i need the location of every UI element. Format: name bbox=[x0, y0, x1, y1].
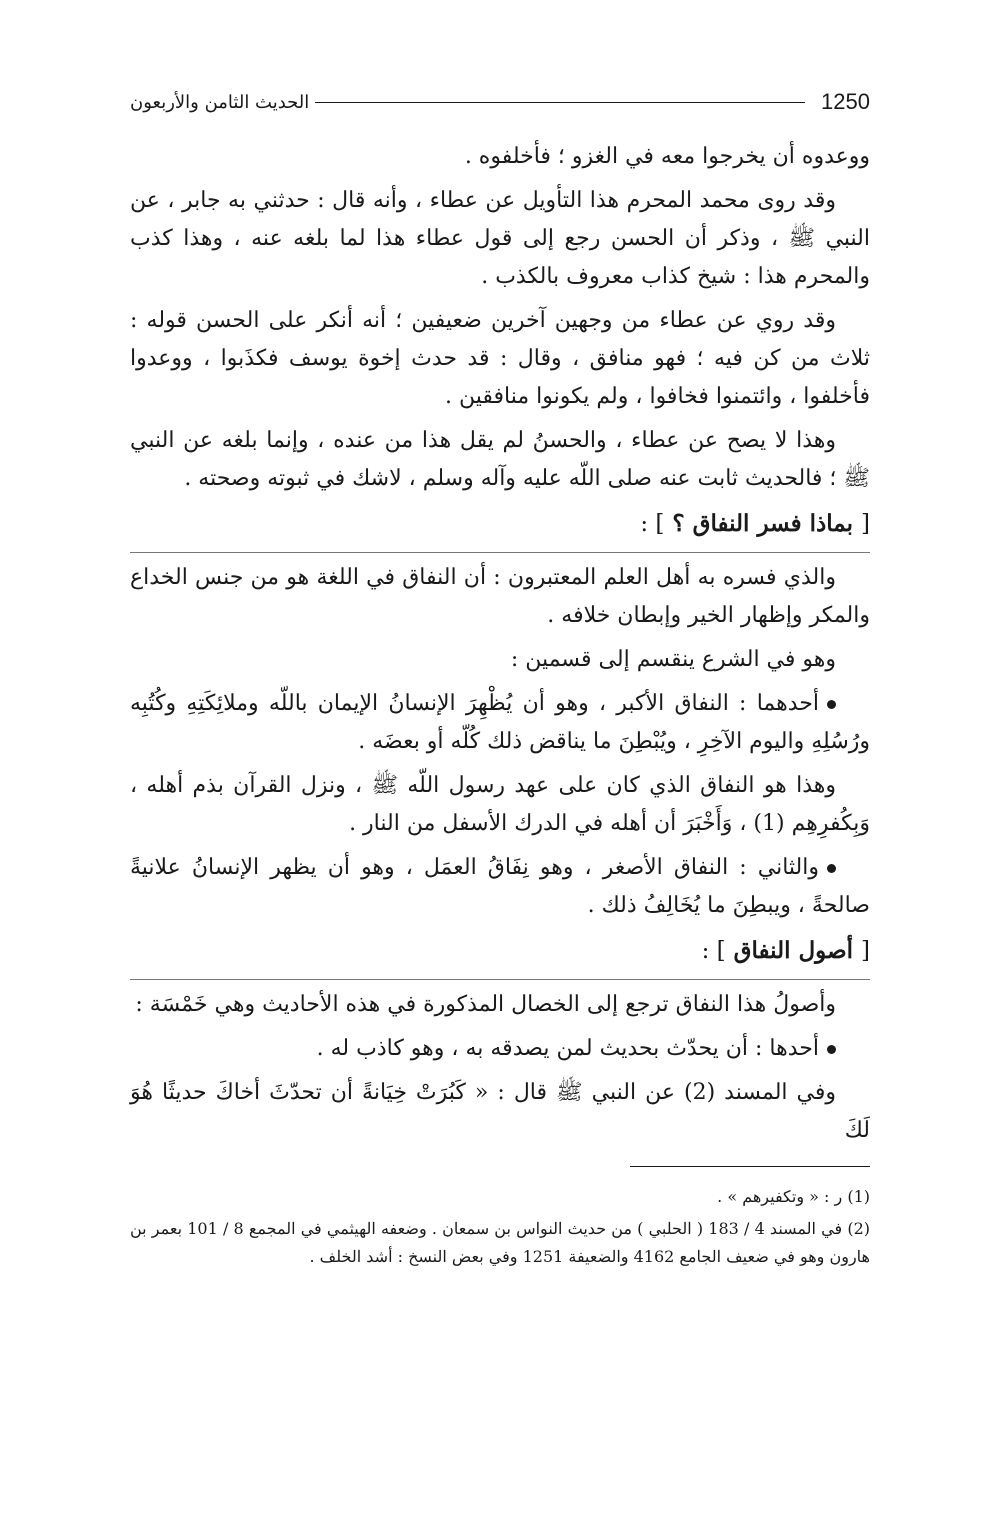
paragraph: وفي المسند (2) عن النبي ﷺ قال : « كَبُرَتْ خِيَانةً أن تحدّثَ أخاكَ حديثًا هُوَ لَكَ bbox=[130, 1080, 870, 1143]
bullet-icon bbox=[827, 1045, 836, 1054]
book-page bbox=[130, 80, 870, 1275]
bullet-icon bbox=[827, 864, 836, 873]
section-heading bbox=[130, 931, 870, 971]
paragraph: وهذا هو النفاق الذي كان على عهد رسول اللّه ﷺ ، ونزل القرآن بذم أهله ، وَبِكُفرِهِم (1) ، وَأَخْبَرَ أن أهله في الدرك الأسفل من النار . bbox=[130, 773, 870, 836]
bullet-icon bbox=[827, 700, 836, 709]
heading-rule bbox=[130, 979, 870, 980]
paragraph-text: والثاني : النفاق الأصغر ، وهو نِفَاقُ العمَل ، وهو أن يظهر الإنسانُ علانيةً صالحةً ، ويبطِنَ ما يُخَالِفُ ذلك . bbox=[130, 855, 870, 918]
footnote-rule bbox=[630, 1166, 870, 1167]
paragraph: وهذا لا يصح عن عطاء ، والحسنُ لم يقل هذا من عنده ، وإنما بلغه عن النبي ﷺ ؛ فالحديث ثابت عنه صلى اللّه عليه وآله وسلم ، لاشك في ثبوته وصحته . bbox=[130, 428, 870, 491]
page-header bbox=[130, 80, 870, 124]
bullet-paragraph bbox=[130, 685, 870, 761]
running-title: الحديث الثامن والأربعون bbox=[130, 91, 310, 113]
footnote: (1) ر : « وتكفيرهم » . bbox=[717, 1187, 870, 1206]
heading-text: أصول النفاق bbox=[733, 937, 853, 964]
paragraph: وهو في الشرع ينقسم إلى قسمين : bbox=[510, 647, 836, 672]
paragraph: ووعدوه أن يخرجوا معه في الغزو ؛ فأخلفوه . bbox=[464, 144, 870, 169]
page-body bbox=[130, 138, 870, 1150]
paragraph: وقد روي عن عطاء من وجهين آخرين ضعيفين ؛ أنه أنكر على الحسن قوله : ثلاث من كن فيه ؛ فهو منافق ، وقال : قد حدث إخوة يوسف فكذَبوا ، ووعدوا فأخلفوا ، وائتمنوا فخافوا ، ولم يكونوا منافقين . bbox=[130, 308, 870, 409]
section-heading bbox=[130, 504, 870, 544]
bullet-paragraph bbox=[130, 849, 870, 925]
heading-close-bracket: ] : bbox=[640, 511, 665, 537]
page-number: 1250 bbox=[821, 89, 870, 114]
paragraph: وأصولُ هذا النفاق ترجع إلى الخصال المذكورة في هذه الأحاديث وهي خَمْسَة : bbox=[135, 992, 836, 1017]
footnote: (2) في المسند 4 / 183 ( الحلبي ) من حديث النواس بن سمعان . وضعفه الهيثمي في المجمع 8 / 101 بعمر بن هارون وهو في ضعيف الجامع 4162 والضعيفة 1251 وفي بعض النسخ : أشد الخلف . bbox=[130, 1219, 870, 1266]
paragraph-text: أحدهما : النفاق الأكبر ، وهو أن يُظْهِرَ الإنسانُ الإيمان باللّه وملائِكَتِهِ وكُتُبِه ورُسُلِهِ واليوم الآخِرِ ، ويُبْطِنَ ما يناقض ذلك كُلّه أو بعضَه . bbox=[130, 691, 870, 754]
paragraph: وقد روى محمد المحرم هذا التأويل عن عطاء ، وأنه قال : حدثني به جابر ، عن النبي ﷺ ، وذكر أن الحسن رجع إلى قول عطاء هذا لما بلغه عنه ، وهذا كذب والمحرم هذا : شيخ كذاب معروف بالكذب . bbox=[130, 188, 870, 289]
paragraph: والذي فسره به أهل العلم المعتبرون : أن النفاق في اللغة هو من جنس الخداع والمكر وإظهار الخير وإبطان خلافه . bbox=[130, 565, 870, 628]
heading-rule bbox=[130, 552, 870, 553]
footnotes bbox=[130, 1183, 870, 1271]
heading-close-bracket: ] : bbox=[701, 938, 726, 964]
heading-open-bracket: [ bbox=[861, 511, 870, 537]
header-rule bbox=[315, 102, 805, 103]
heading-open-bracket: [ bbox=[861, 938, 870, 964]
paragraph-text: أحدها : أن يحدّث بحديث لمن يصدقه به ، وهو كاذب له . bbox=[316, 1036, 819, 1061]
bullet-paragraph bbox=[130, 1030, 870, 1068]
heading-text: بماذا فسر النفاق ؟ bbox=[672, 510, 853, 537]
